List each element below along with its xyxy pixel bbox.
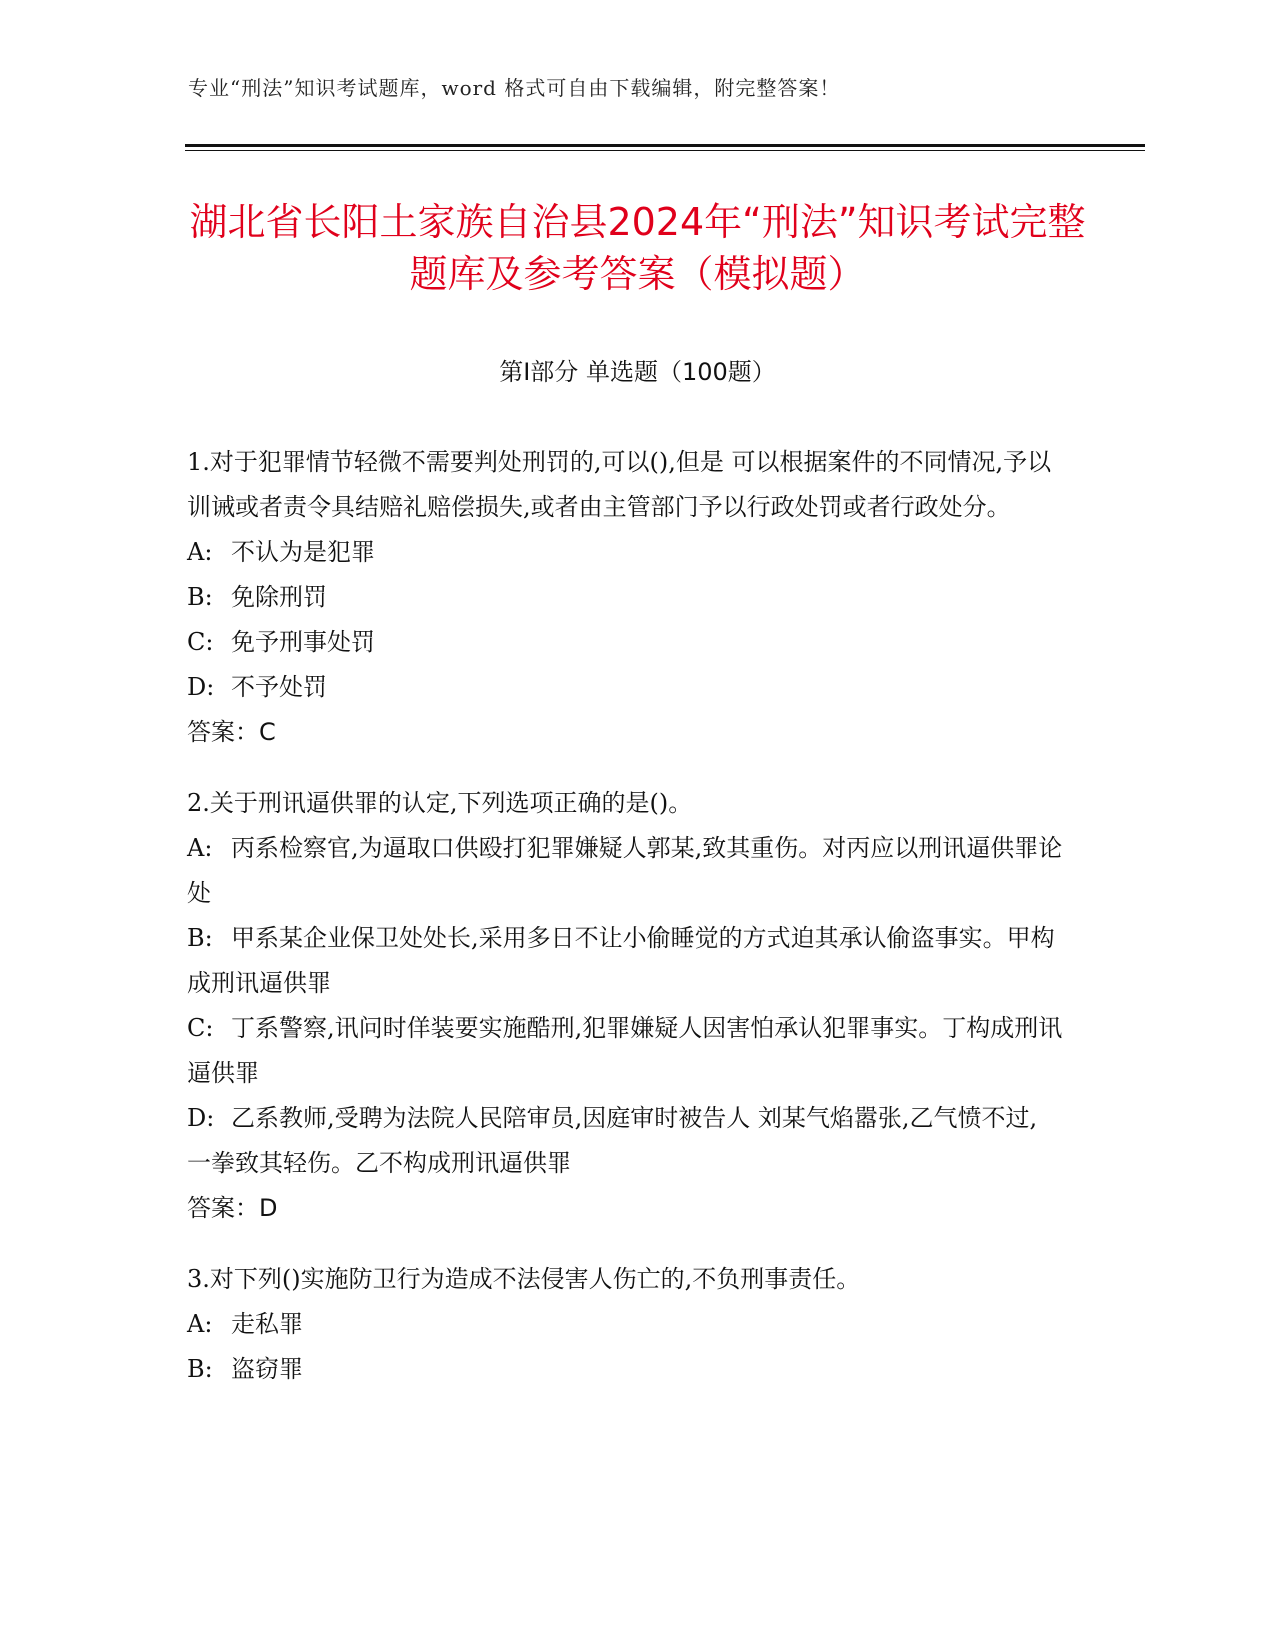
option-text: 免予刑事处罚 — [231, 628, 375, 656]
option-letter: A: — [187, 834, 213, 862]
option-letter: B: — [187, 924, 213, 952]
option-text: 甲系某企业保卫处处长,采用多日不让小偷睡觉的方式迫其承认偷盗事实。甲构成刑讯逼供罪 — [187, 924, 1055, 997]
option-text: 盗窃罪 — [231, 1355, 303, 1383]
option-text: 丁系警察,讯问时佯装要实施酷刑,犯罪嫌疑人因害怕承认犯罪事实。丁构成刑讯逼供罪 — [187, 1014, 1063, 1087]
option-a — [187, 826, 1067, 916]
answer-line: 答案：D — [187, 1194, 278, 1222]
option-b — [187, 916, 1067, 1006]
question-3 — [187, 1257, 1067, 1392]
header-divider-thin — [185, 150, 1145, 151]
option-c — [187, 620, 1067, 665]
option-letter: A: — [187, 1310, 213, 1338]
question-2 — [187, 781, 1067, 1231]
option-letter: C: — [187, 1014, 214, 1042]
question-1 — [187, 440, 1067, 755]
option-letter: B: — [187, 583, 213, 611]
question-stem: 2.关于刑讯逼供罪的认定,下列选项正确的是()。 — [187, 789, 693, 817]
option-c — [187, 1006, 1067, 1096]
option-a — [187, 530, 1067, 575]
option-letter: B: — [187, 1355, 213, 1383]
option-b — [187, 1347, 1067, 1392]
option-text: 走私罪 — [231, 1310, 303, 1338]
option-text: 不予处罚 — [231, 673, 327, 701]
option-b — [187, 575, 1067, 620]
option-text: 免除刑罚 — [231, 583, 327, 611]
option-text: 丙系检察官,为逼取口供殴打犯罪嫌疑人郭某,致其重伤。对丙应以刑讯逼供罪论处 — [187, 834, 1063, 907]
option-letter: A: — [187, 538, 213, 566]
header-divider-thick — [185, 144, 1145, 147]
document-title: 湖北省长阳土家族自治县2024年“刑法”知识考试完整题库及参考答案（模拟题） — [189, 200, 1086, 296]
header-note: 专业“刑法”知识考试题库，word 格式可自由下载编辑，附完整答案！ — [188, 76, 841, 100]
question-list — [187, 440, 1067, 1418]
section-heading: 第I部分 单选题（100题） — [499, 358, 776, 386]
question-stem: 1.对于犯罪情节轻微不需要判处刑罚的,可以(),但是 可以根据案件的不同情况,予以训诫或者责令具结赔礼赔偿损失,或者由主管部门予以行政处罚或者行政处分。 — [187, 448, 1052, 521]
option-letter: D: — [187, 673, 215, 701]
option-text: 不认为是犯罪 — [231, 538, 375, 566]
option-text: 乙系教师,受聘为法院人民陪审员,因庭审时被告人 刘某气焰嚣张,乙气愤不过, 一拳致其轻伤。乙不构成刑讯逼供罪 — [187, 1104, 1038, 1177]
option-d — [187, 1096, 1067, 1186]
option-letter: C: — [187, 628, 214, 656]
option-d — [187, 665, 1067, 710]
answer-line: 答案：C — [187, 718, 276, 746]
question-stem: 3.对下列()实施防卫行为造成不法侵害人伤亡的,不负刑事责任。 — [187, 1265, 861, 1293]
option-a — [187, 1302, 1067, 1347]
option-letter: D: — [187, 1104, 215, 1132]
